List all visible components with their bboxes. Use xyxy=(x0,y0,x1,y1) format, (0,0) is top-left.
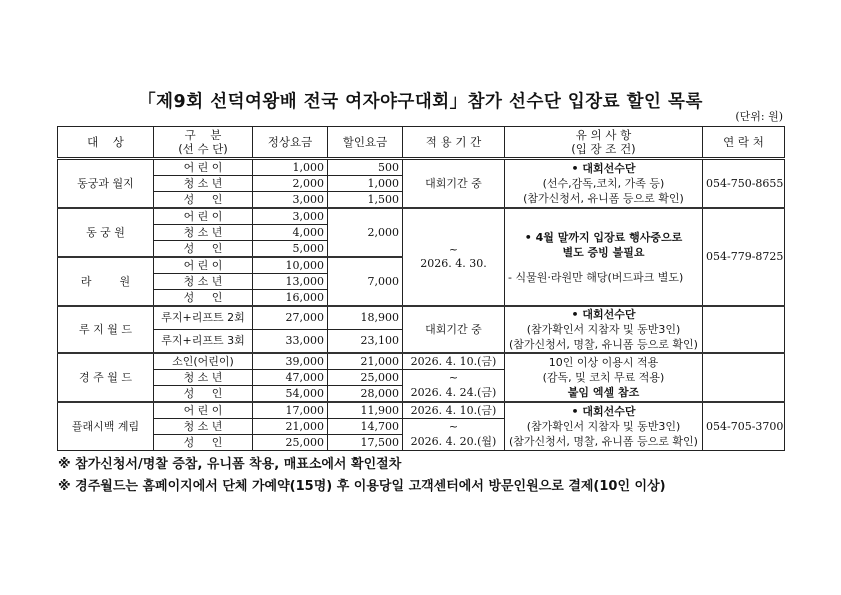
category: 어 린 이 xyxy=(154,402,253,419)
discount-fee: 18,900 xyxy=(328,306,403,330)
category: 어 린 이 xyxy=(154,208,253,225)
header-period: 적 용 기 간 xyxy=(403,127,505,159)
target-name: 경 주 월 드 xyxy=(58,353,154,402)
discount-fee: 28,000 xyxy=(328,386,403,403)
regular-fee: 13,000 xyxy=(253,274,328,290)
regular-fee: 47,000 xyxy=(253,370,328,386)
category: 성 인 xyxy=(154,192,253,209)
note-line: (참가확인서 지참자 및 동반3인) xyxy=(526,420,681,433)
note-line: (참가신청서, 명찰, 유니폼 등으로 확인) xyxy=(509,435,698,448)
note-line: - 식물원·라원만 해당(버드파크 별도) xyxy=(508,270,684,284)
note-line: (참가확인서 지참자 및 동반3인) xyxy=(526,323,681,336)
notes xyxy=(505,159,703,209)
note-line: (감독, 및 코치 무료 적용) xyxy=(542,371,665,384)
target-name: 동궁과 월지 xyxy=(58,159,154,209)
discount-fee: 14,700 xyxy=(328,419,403,435)
period: ~ xyxy=(403,419,505,435)
header-contact: 연 락 처 xyxy=(703,127,785,159)
category: 성 인 xyxy=(154,386,253,403)
header-notes xyxy=(505,127,703,159)
header-category xyxy=(154,127,253,159)
category: 루지+리프트 3회 xyxy=(154,330,253,354)
contact: 054-705-3700 xyxy=(703,402,785,451)
contact: 054-750-8655 xyxy=(703,159,785,209)
note-line: 붙임 엑셀 참조 xyxy=(567,386,640,399)
header-notes-line: (입 장 조 건) xyxy=(571,142,636,156)
notes xyxy=(505,402,703,451)
header-row xyxy=(58,127,785,159)
category: 어 린 이 xyxy=(154,257,253,274)
regular-fee: 1,000 xyxy=(253,159,328,176)
discount-fee: 1,500 xyxy=(328,192,403,209)
table-row xyxy=(58,306,785,330)
regular-fee: 27,000 xyxy=(253,306,328,330)
discount-fee: 17,500 xyxy=(328,435,403,451)
period: 대회기간 중 xyxy=(403,306,505,353)
category: 청 소 년 xyxy=(154,274,253,290)
regular-fee: 10,000 xyxy=(253,257,328,274)
header-target: 대 상 xyxy=(58,127,154,159)
footnote: ※ 경주월드는 홈페이지에서 단체 가예약(15명) 후 이용당일 고객센터에서 방문인원으로 결제(10인 이상) xyxy=(58,479,666,494)
discount-fee: 7,000 xyxy=(328,257,403,306)
discount-fee: 21,000 xyxy=(328,353,403,370)
note-line: • 대회선수단 xyxy=(571,162,636,175)
period: 2026. 4. 10.(금) xyxy=(403,402,505,419)
notes xyxy=(505,208,703,306)
target-name: 플래시백 계림 xyxy=(58,402,154,451)
unit-label: (단위: 원) xyxy=(735,110,783,123)
target-name: 라 원 xyxy=(58,257,154,306)
discount-fee: 2,000 xyxy=(328,208,403,257)
note-line: • 대회선수단 xyxy=(571,308,636,321)
period: 2026. 4. 20.(월) xyxy=(403,435,505,451)
note-line: (참가신청서, 유니폼 등으로 확인) xyxy=(523,192,684,205)
header-notes-line: 유 의 사 항 xyxy=(575,128,632,142)
note-line: • 4월 말까지 입장료 행사중으로 xyxy=(524,230,683,244)
period: 2026. 4. 10.(금) xyxy=(403,353,505,370)
table-row xyxy=(58,159,785,176)
note-line: 10인 이상 이용시 적용 xyxy=(548,356,659,369)
header-discount: 할인요금 xyxy=(328,127,403,159)
header-category-line: 구 분 xyxy=(184,128,222,142)
regular-fee: 16,000 xyxy=(253,290,328,307)
discount-table xyxy=(57,126,785,451)
note-line: (선수,감독,코치, 가족 등) xyxy=(542,177,665,190)
category: 어 린 이 xyxy=(154,159,253,176)
discount-fee: 1,000 xyxy=(328,176,403,192)
discount-fee: 500 xyxy=(328,159,403,176)
discount-fee: 25,000 xyxy=(328,370,403,386)
header-category-line: (선 수 단) xyxy=(178,142,228,156)
category: 성 인 xyxy=(154,435,253,451)
regular-fee: 4,000 xyxy=(253,225,328,241)
period: 대회기간 중 xyxy=(403,159,505,209)
regular-fee: 3,000 xyxy=(253,192,328,209)
regular-fee: 21,000 xyxy=(253,419,328,435)
regular-fee: 39,000 xyxy=(253,353,328,370)
discount-fee: 23,100 xyxy=(328,330,403,354)
category: 성 인 xyxy=(154,241,253,258)
contact xyxy=(703,306,785,353)
regular-fee: 3,000 xyxy=(253,208,328,225)
header-regular: 정상요금 xyxy=(253,127,328,159)
table-row xyxy=(58,402,785,419)
category: 루지+리프트 2회 xyxy=(154,306,253,330)
period-line: ~ xyxy=(448,243,459,256)
notes xyxy=(505,306,703,353)
note-line: 별도 증빙 불필요 xyxy=(562,245,645,259)
category: 청 소 년 xyxy=(154,225,253,241)
category: 청 소 년 xyxy=(154,176,253,192)
regular-fee: 5,000 xyxy=(253,241,328,258)
category: 소인(어린이) xyxy=(154,353,253,370)
notes xyxy=(505,353,703,402)
regular-fee: 54,000 xyxy=(253,386,328,403)
contact: 054-779-8725 xyxy=(703,208,785,306)
discount-fee: 11,900 xyxy=(328,402,403,419)
category: 청 소 년 xyxy=(154,370,253,386)
period: ~ xyxy=(403,370,505,386)
period xyxy=(403,208,505,306)
target-name: 루 지 월 드 xyxy=(58,306,154,353)
regular-fee: 25,000 xyxy=(253,435,328,451)
category: 청 소 년 xyxy=(154,419,253,435)
target-name: 동 궁 원 xyxy=(58,208,154,257)
period: 2026. 4. 24.(금) xyxy=(403,386,505,403)
category: 성 인 xyxy=(154,290,253,307)
note-line: (참가신청서, 명찰, 유니폼 등으로 확인) xyxy=(509,338,698,351)
regular-fee: 2,000 xyxy=(253,176,328,192)
regular-fee: 17,000 xyxy=(253,402,328,419)
note-line: • 대회선수단 xyxy=(571,405,636,418)
regular-fee: 33,000 xyxy=(253,330,328,354)
page-title: 「제9회 선덕여왕배 전국 여자야구대회」참가 선수단 입장료 할인 목록 xyxy=(138,92,703,112)
period-line: 2026. 4. 30. xyxy=(420,257,487,270)
contact xyxy=(703,353,785,402)
footnote: ※ 참가신청서/명찰 증참, 유니폼 착용, 매표소에서 확인절차 xyxy=(58,457,402,472)
table-row xyxy=(58,208,785,225)
table-row xyxy=(58,353,785,370)
